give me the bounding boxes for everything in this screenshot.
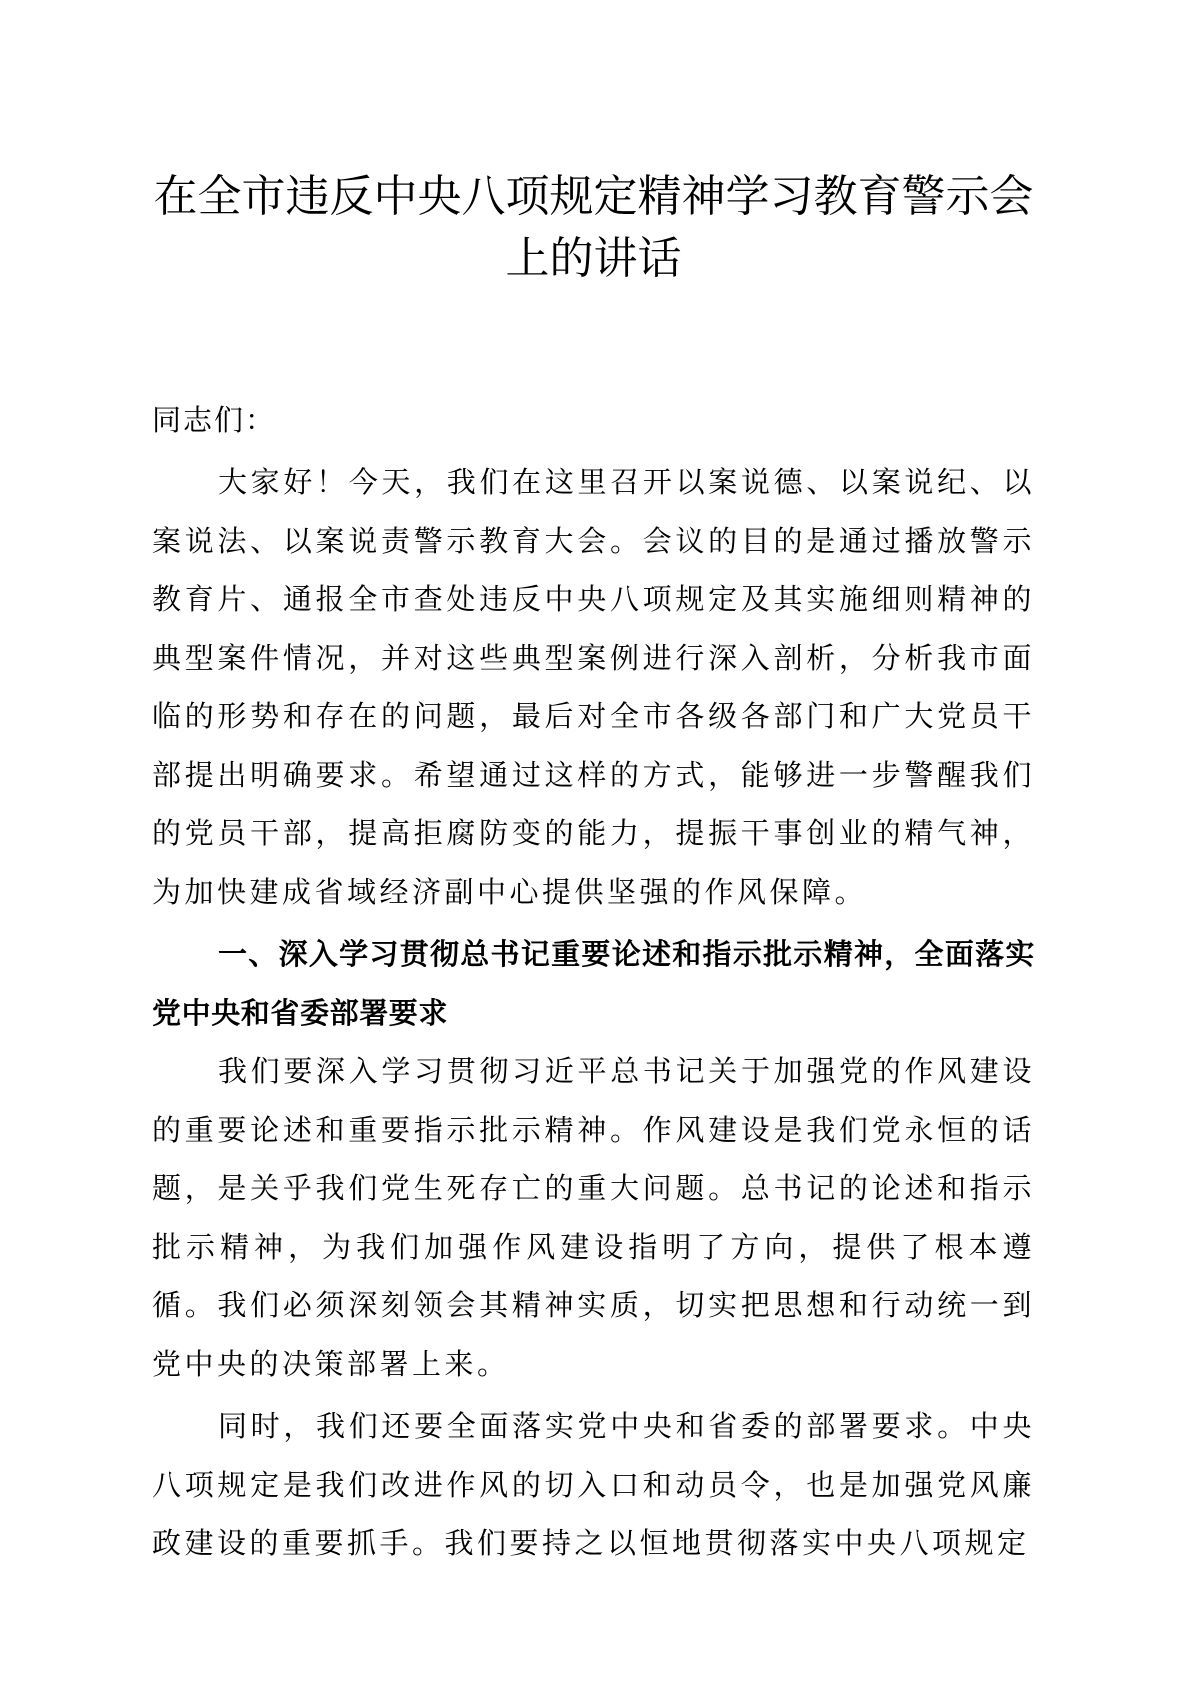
section1-paragraph-1: 我们要深入学习贯彻习近平总书记关于加强党的作风建设的重要论述和重要指示批示精神。作风建设是我们党永恒的话题，是关乎我们党生死存亡的重大问题。总书记的论述和指示批示精神，为我们加强作风建设指明了方向，提供了根本遵循。我们必须深刻领会其精神实质，切实把思想和行动统一到党中央的决策部署上来。 [152, 1054, 1035, 1381]
intro-paragraph: 大家好！今天，我们在这里召开以案说德、以案说纪、以案说法、以案说责警示教育大会。会议的目的是通过播放警示教育片、通报全市查处违反中央八项规定及其实施细则精神的典型案件情况，并对这些典型案例进行深入剖析，分析我市面临的形势和存在的问题，最后对全市各级各部门和广大党员干部提出明确要求。希望通过这样的方式，能够进一步警醒我们的党员干部，提高拒腐防变的能力，提振干事创业的精气神，为加快建成省域经济副中心提供坚强的作风保障。 [152, 465, 1035, 909]
title-line-1: 在全市违反中央八项规定精神学习教育警示会 [153, 171, 1034, 222]
section-heading-1: 一、深入学习贯彻总书记重要论述和指示批示精神，全面落实党中央和省委部署要求 [152, 937, 1035, 1030]
title-line-2: 上的讲话 [505, 233, 682, 284]
salutation: 同志们： [152, 403, 277, 437]
document-title [152, 166, 1035, 290]
document-body [152, 166, 1035, 1573]
section1-paragraph-2: 同时，我们还要全面落实党中央和省委的部署要求。中央八项规定是我们改进作风的切入口和动员令，也是加强党风廉政建设的重要抓手。我们要持之以恒地贯彻落实中央八项规定 [152, 1409, 1035, 1560]
